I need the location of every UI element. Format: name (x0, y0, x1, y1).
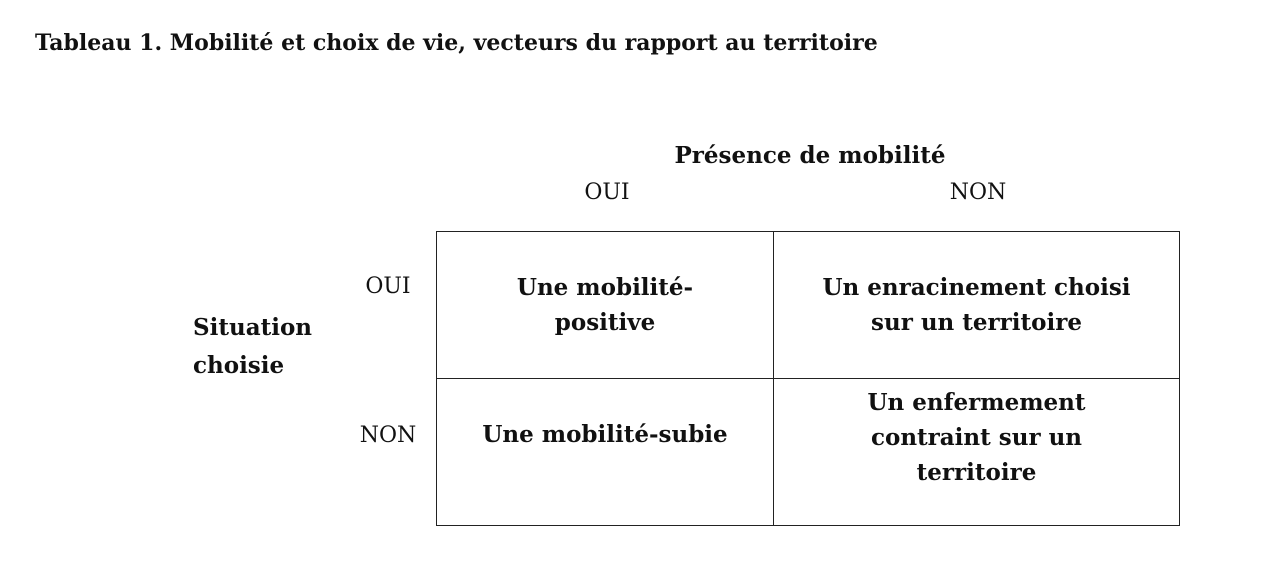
cell-text: Une mobilité- positive (516, 274, 694, 336)
cell-mobilite-positive (437, 232, 774, 379)
cell-enracinement-choisi (774, 232, 1180, 379)
row-label-oui: OUI (365, 274, 411, 299)
table-title: Tableau 1. Mobilité et choix de vie, vecteurs du rapport au territoire (35, 30, 878, 56)
table-row (437, 232, 1180, 379)
cell-enfermement-contraint (774, 379, 1180, 526)
cell-mobilite-subie (437, 379, 774, 526)
column-label-oui: OUI (584, 180, 630, 205)
column-header: Présence de mobilité (674, 142, 946, 169)
row-label-non: NON (359, 423, 417, 448)
matrix-table (436, 231, 1180, 526)
cell-text: Un enracinement choisi sur un territoire (822, 274, 1131, 336)
cell-text: Un enfermement contraint sur un territoire (867, 389, 1086, 486)
row-header (193, 309, 312, 385)
column-label-non: NON (949, 180, 1007, 205)
table-row (437, 379, 1180, 526)
row-header-line: choisie (193, 352, 285, 379)
row-header-line: Situation (193, 314, 313, 341)
cell-text: Une mobilité-subie (482, 421, 728, 448)
